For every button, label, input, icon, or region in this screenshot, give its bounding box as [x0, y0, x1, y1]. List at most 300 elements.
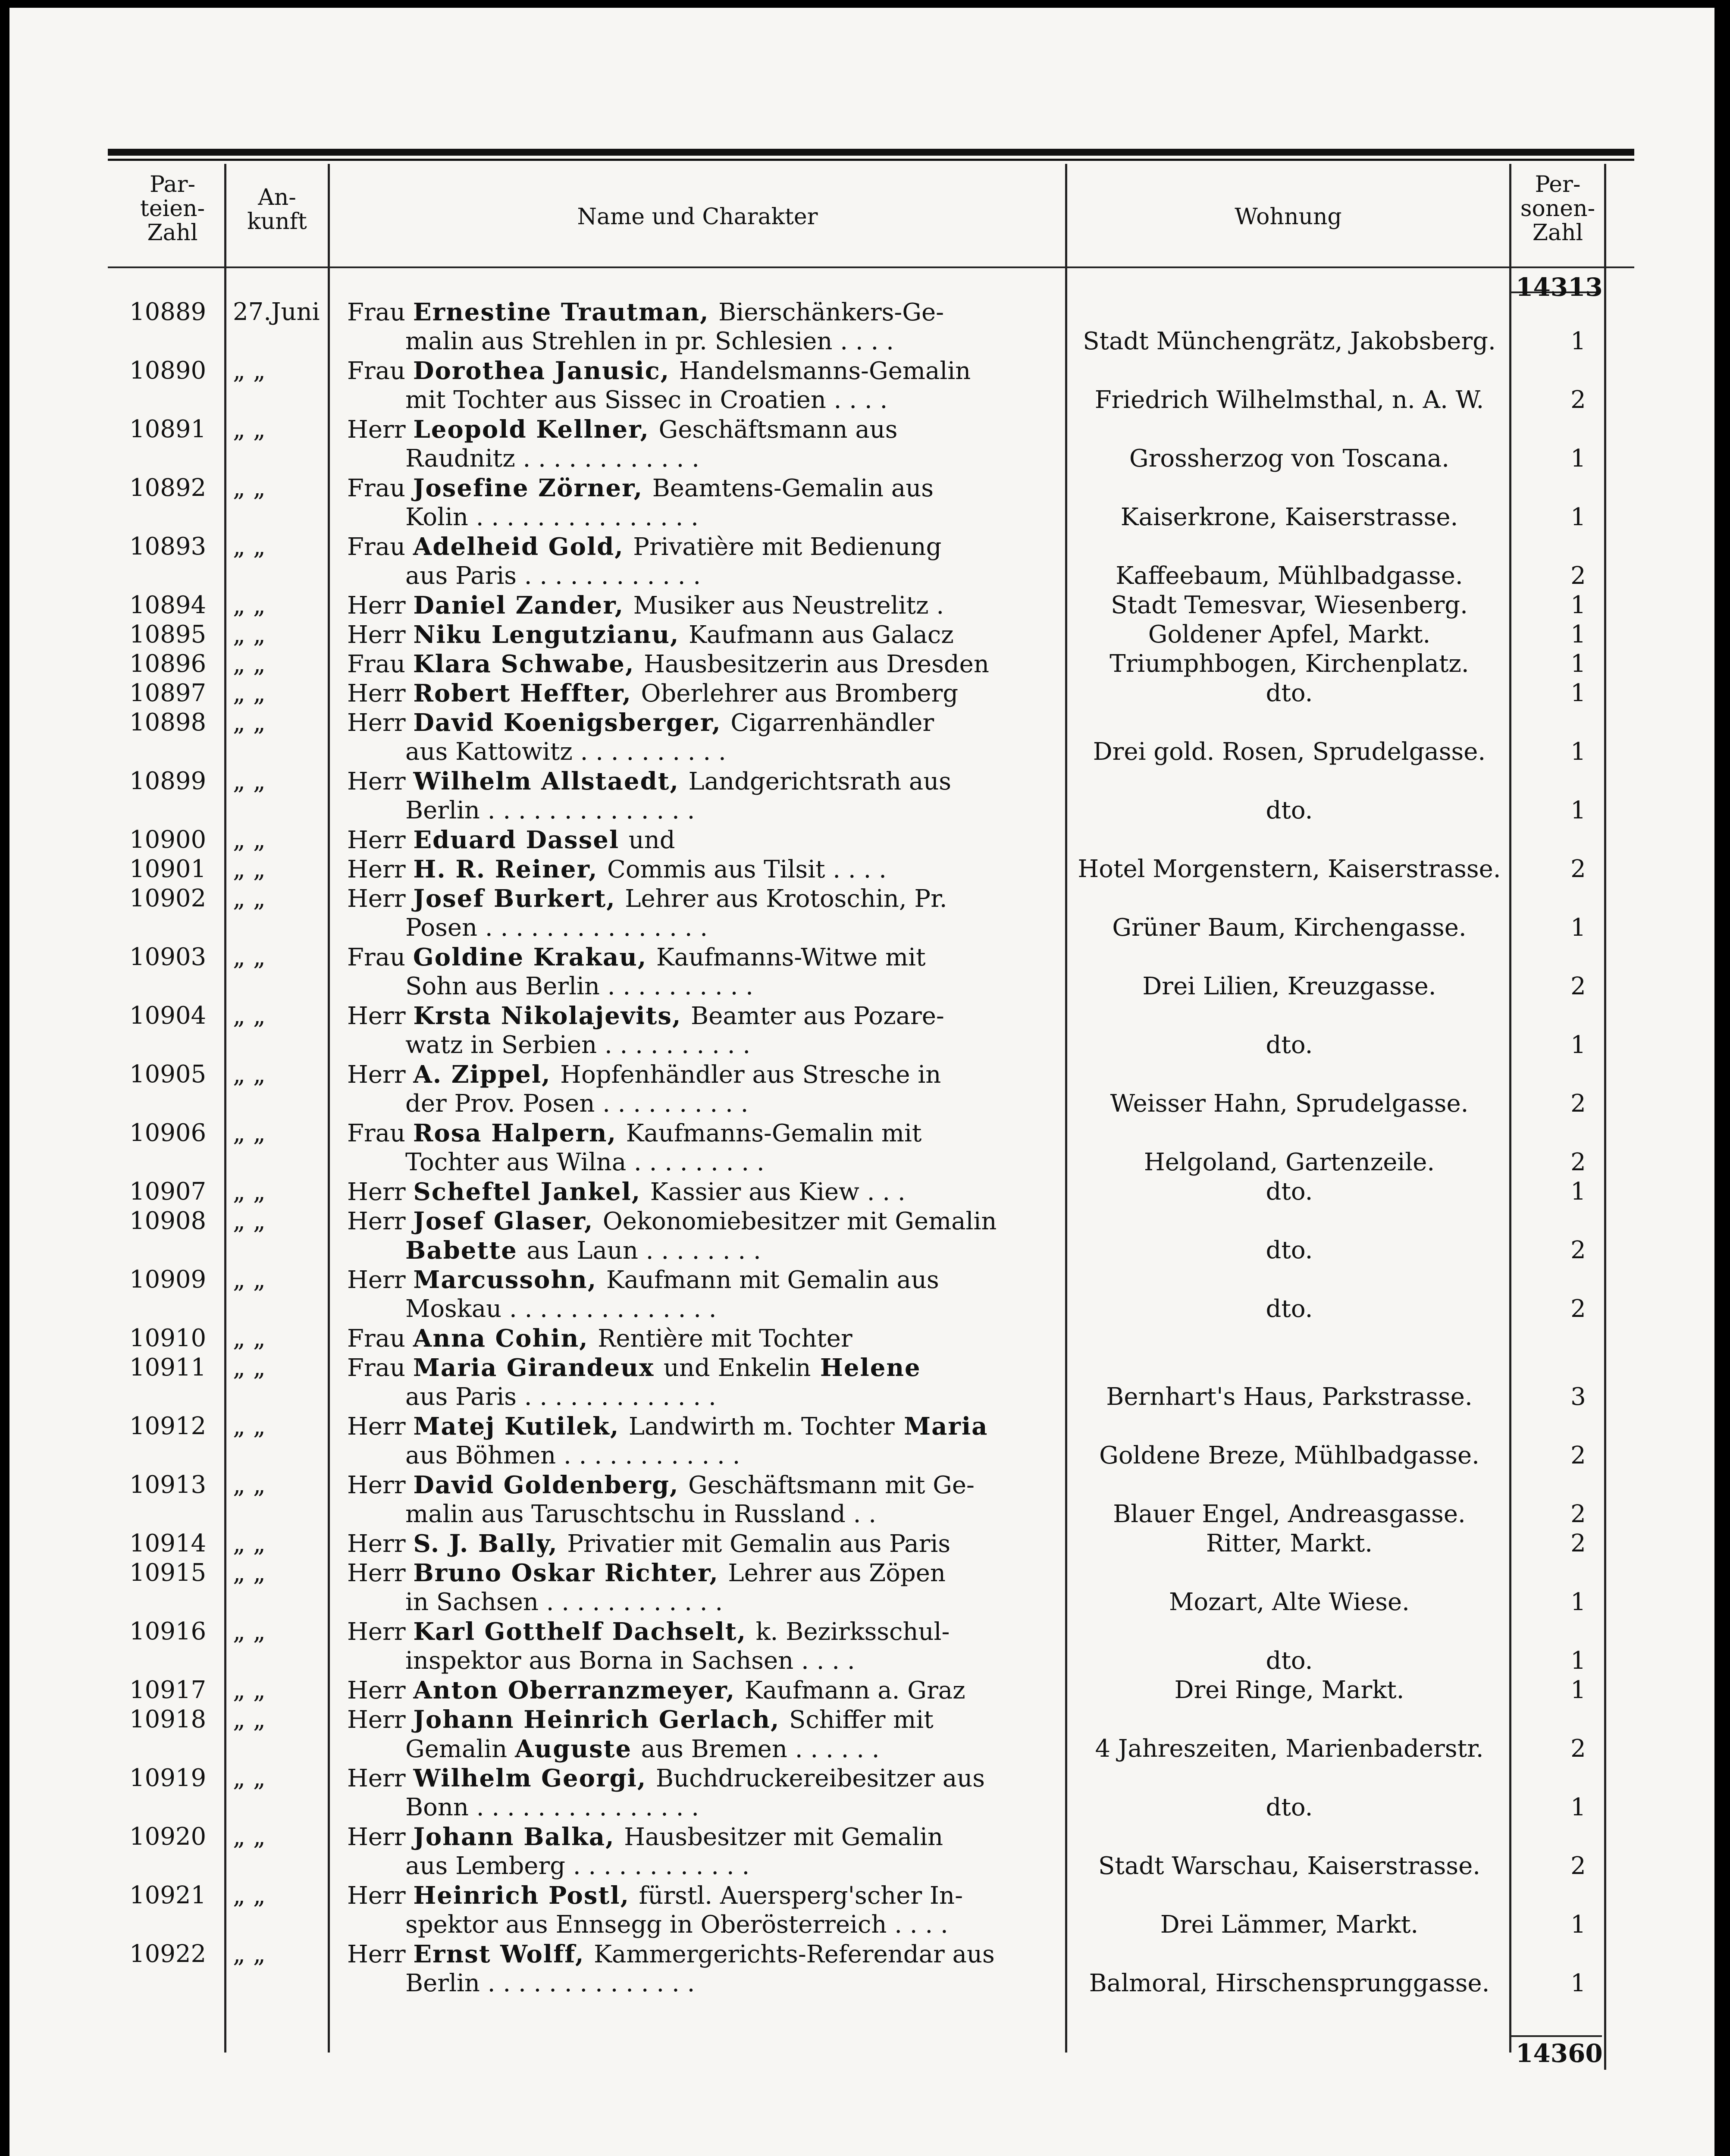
person-count: 2 — [1570, 1852, 1586, 1880]
name-line-1 — [347, 1940, 1054, 1969]
person-count: 1 — [1570, 796, 1586, 824]
entry-number: 10907 — [129, 1178, 207, 1206]
person-count: 2 — [1570, 1529, 1586, 1557]
companion-name: Babette — [405, 1236, 527, 1265]
name-line-2 — [405, 737, 1052, 767]
title-text: Herr — [347, 885, 414, 913]
entry-number: 10921 — [129, 1881, 207, 1909]
continuation-text: aus Bremen . . . . . . — [641, 1735, 880, 1763]
title-text: Frau — [347, 943, 413, 971]
description: Lehrer aus Zöpen — [728, 1559, 946, 1587]
name-line-1 — [347, 679, 1054, 708]
description: Geschäftsmann aus — [658, 416, 898, 444]
arrival-date: „ „ — [233, 415, 266, 443]
entry-number: 10890 — [129, 357, 207, 385]
name-line-1 — [347, 1353, 1054, 1383]
description: Kaufmanns-Gemalin mit — [626, 1119, 922, 1147]
address: Drei Lilien, Kreuzgasse. — [1142, 972, 1436, 1000]
description: Cigarrenhändler — [730, 709, 934, 737]
name-line-1 — [347, 415, 1054, 445]
name-line-2 — [405, 385, 1052, 415]
person-count: 1 — [1570, 738, 1586, 766]
continuation-text: Kolin . . . . . . . . . . . . . . . — [405, 503, 699, 531]
address: 4 Jahreszeiten, Marienbaderstr. — [1095, 1735, 1484, 1763]
description: Landwirth m. Tochter — [628, 1413, 895, 1441]
entry-number: 10908 — [129, 1207, 207, 1235]
continuation-text: aus Paris . . . . . . . . . . . . . — [405, 1383, 716, 1411]
title-text: Herr — [347, 1764, 414, 1792]
arrival-date: „ „ — [233, 1764, 266, 1792]
name-line-1 — [347, 1412, 1054, 1442]
person-name: S. J. Bally, — [413, 1529, 567, 1558]
arrival-date: „ „ — [233, 855, 266, 883]
address: Helgoland, Gartenzeile. — [1144, 1148, 1435, 1176]
person-count: 2 — [1570, 972, 1586, 1000]
address: Drei gold. Rosen, Sprudelgasse. — [1093, 738, 1486, 766]
name-line-2 — [405, 1910, 1052, 1940]
person-name: Ernestine Trautman, — [413, 298, 719, 326]
description: Musiker aus Neustrelitz . — [633, 592, 944, 620]
continuation-text: Berlin . . . . . . . . . . . . . . — [405, 796, 695, 824]
person-name: Matej Kutilek, — [413, 1412, 629, 1441]
description: Kaufmann aus Galacz — [689, 621, 954, 649]
name-line-2 — [405, 561, 1052, 591]
name-line-1 — [347, 591, 1054, 620]
address: dto. — [1266, 1793, 1313, 1821]
name-line-1 — [347, 620, 1054, 650]
name-line-1 — [347, 1676, 1054, 1705]
title-text: Herr — [347, 1559, 414, 1587]
continuation-text: in Sachsen . . . . . . . . . . . . — [405, 1588, 723, 1616]
address: Weisser Hahn, Sprudelgasse. — [1110, 1090, 1469, 1118]
person-count: 1 — [1570, 1793, 1586, 1821]
person-name: Johann Heinrich Gerlach, — [413, 1705, 790, 1734]
person-name: Eduard Dassel — [413, 826, 629, 854]
name-line-1 — [347, 1822, 1054, 1852]
name-line-1 — [347, 1705, 1054, 1735]
description: Kassier aus Kiew . . . — [650, 1178, 906, 1206]
name-line-1 — [347, 1060, 1054, 1090]
description: Beamtens-Gemalin aus — [652, 474, 934, 502]
description: Hausbesitzer mit Gemalin — [624, 1823, 943, 1851]
name-line-1 — [347, 532, 1054, 562]
address: dto. — [1266, 1295, 1313, 1323]
header-persons: Per- sonen- Zahl — [1520, 172, 1595, 246]
person-name: A. Zippel, — [413, 1060, 561, 1089]
person-name: Leopold Kellner, — [413, 415, 659, 444]
person-name: Wilhelm Georgi, — [413, 1764, 656, 1792]
name-line-2 — [405, 1441, 1052, 1470]
title-text: Herr — [347, 1207, 414, 1235]
title-text: Frau — [347, 650, 413, 678]
person-count: 1 — [1570, 1647, 1586, 1675]
address: Triumphbogen, Kirchenplatz. — [1109, 650, 1469, 678]
continuation-text: Berlin . . . . . . . . . . . . . . — [405, 1969, 695, 1997]
description: Commis aus Tilsit . . . . — [607, 856, 887, 884]
person-count: 1 — [1570, 620, 1586, 649]
header-number: Par- teien- Zahl — [140, 172, 205, 246]
continuation-text: aus Laun . . . . . . . . — [527, 1237, 761, 1265]
description: und — [628, 826, 675, 854]
name-line-1 — [347, 1558, 1054, 1588]
name-line-1 — [347, 767, 1054, 796]
person-count: 2 — [1570, 1735, 1586, 1763]
name-line-2 — [405, 503, 1052, 532]
name-line-1 — [347, 943, 1054, 972]
entry-number: 10897 — [129, 679, 207, 707]
description: Beamter aus Pozare- — [690, 1002, 944, 1030]
entry-number: 10892 — [129, 474, 207, 502]
arrival-date: „ „ — [233, 1617, 266, 1645]
name-line-2 — [405, 1089, 1052, 1119]
person-name: Marcussohn, — [413, 1266, 606, 1294]
description: Kammergerichts-Referendar aus — [594, 1940, 995, 1968]
top-rule — [108, 149, 1634, 156]
address: Kaiserkrone, Kaiserstrasse. — [1120, 503, 1458, 531]
arrival-date: „ „ — [233, 708, 266, 736]
entry-number: 10906 — [129, 1119, 207, 1147]
name-line-1 — [347, 1529, 1054, 1559]
title-text: Herr — [347, 1002, 414, 1030]
person-count: 1 — [1570, 1969, 1586, 1997]
person-count: 1 — [1570, 1911, 1586, 1939]
description: Oekonomiebesitzer mit Gemalin — [602, 1207, 997, 1235]
title-text: Herr — [347, 1178, 414, 1206]
name-line-2 — [405, 1382, 1052, 1412]
continuation-text: Gemalin — [405, 1735, 515, 1763]
description: und Enkelin — [663, 1354, 811, 1382]
person-count: 2 — [1570, 1442, 1586, 1470]
entry-number: 10903 — [129, 943, 207, 971]
continuation-text: watz in Serbien . . . . . . . . . . — [405, 1031, 751, 1059]
arrival-date: „ „ — [233, 1119, 266, 1147]
arrival-date: „ „ — [233, 884, 266, 912]
person-count: 2 — [1570, 386, 1586, 414]
title-text: Herr — [347, 1823, 414, 1851]
person-count: 1 — [1570, 1588, 1586, 1616]
description: Schiffer mit — [789, 1706, 934, 1734]
col-divider-1 — [224, 164, 226, 2053]
person-name: Klara Schwabe, — [413, 650, 644, 678]
name-line-1 — [347, 1764, 1054, 1793]
continuation-text: Tochter aus Wilna . . . . . . . . . — [405, 1148, 765, 1176]
address: Hotel Morgenstern, Kaiserstrasse. — [1078, 855, 1501, 883]
arrival-date: „ „ — [233, 1354, 266, 1382]
entry-number: 10917 — [129, 1676, 207, 1704]
arrival-date: „ „ — [233, 1529, 266, 1557]
title-text: Herr — [347, 1413, 414, 1441]
name-line-1 — [347, 473, 1054, 503]
continuation-text: Sohn aus Berlin . . . . . . . . . . — [405, 972, 753, 1000]
arrival-date: „ „ — [233, 1559, 266, 1587]
title-text: Herr — [347, 1530, 414, 1558]
title-text: Frau — [347, 474, 413, 502]
arrival-date: „ „ — [233, 767, 266, 795]
continuation-text: malin aus Strehlen in pr. Schlesien . . . . — [405, 327, 894, 355]
person-name: Josefine Zörner, — [413, 474, 652, 502]
address: Drei Lämmer, Markt. — [1160, 1911, 1419, 1939]
entry-number: 10905 — [129, 1060, 207, 1088]
address: Stadt Münchengrätz, Jakobsberg. — [1083, 327, 1496, 355]
description: fürstl. Auersperg'scher In- — [639, 1882, 963, 1910]
person-name: Niku Lengutzianu, — [413, 620, 689, 649]
description: Oberlehrer aus Bromberg — [641, 680, 959, 708]
address: Mozart, Alte Wiese. — [1169, 1588, 1410, 1616]
name-line-2 — [405, 1148, 1052, 1177]
person-name: Anton Oberranzmeyer, — [413, 1676, 745, 1705]
entry-number: 10912 — [129, 1412, 207, 1440]
person-name: Scheftel Jankel, — [413, 1178, 650, 1206]
person-count: 2 — [1570, 1295, 1586, 1323]
continuation-text: mit Tochter aus Sissec in Croatien . . . . — [405, 386, 888, 414]
name-line-1 — [347, 1265, 1054, 1295]
arrival-date: „ „ — [233, 533, 266, 561]
person-name: Daniel Zander, — [413, 591, 633, 620]
person-name: Johann Balka, — [413, 1823, 624, 1851]
title-text: Herr — [347, 680, 414, 708]
person-count: 1 — [1570, 1031, 1586, 1059]
entry-number: 10909 — [129, 1266, 207, 1294]
title-text: Frau — [347, 298, 413, 326]
address: dto. — [1266, 1647, 1313, 1675]
entry-number: 10922 — [129, 1940, 207, 1968]
header-arrival: An- kunft — [247, 185, 307, 235]
entry-number: 10899 — [129, 767, 207, 795]
col-divider-4 — [1509, 164, 1511, 2053]
address: Ritter, Markt. — [1206, 1529, 1373, 1557]
name-line-1 — [347, 1177, 1054, 1207]
description: Lehrer aus Krotoschin, Pr. — [625, 885, 947, 913]
entry-number: 10891 — [129, 415, 207, 443]
name-line-2 — [405, 1236, 1052, 1266]
arrival-date: „ „ — [233, 943, 266, 971]
name-line-1 — [347, 855, 1054, 884]
continuation-text: Bonn . . . . . . . . . . . . . . . — [405, 1793, 699, 1821]
person-count: 1 — [1570, 679, 1586, 707]
person-name: Josef Glaser, — [413, 1207, 603, 1235]
name-line-1 — [347, 825, 1054, 855]
entry-number: 10913 — [129, 1471, 207, 1499]
entry-number: 10893 — [129, 533, 207, 561]
person-count: 1 — [1570, 650, 1586, 678]
person-name: David Koenigsberger, — [413, 708, 731, 737]
entry-number: 10920 — [129, 1823, 207, 1851]
address: dto. — [1266, 1236, 1313, 1264]
address: Blauer Engel, Andreasgasse. — [1113, 1500, 1466, 1528]
title-text: Herr — [347, 768, 414, 796]
name-line-1 — [347, 649, 1054, 679]
person-name: Maria Girandeux — [413, 1354, 664, 1382]
name-line-1 — [347, 1470, 1054, 1500]
arrival-date: „ „ — [233, 1705, 266, 1733]
continuation-text: aus Lemberg . . . . . . . . . . . . — [405, 1852, 750, 1880]
description: Kaufmanns-Witwe mit — [656, 943, 926, 971]
person-name: Karl Gotthelf Dachselt, — [413, 1617, 756, 1646]
address: Goldener Apfel, Markt. — [1148, 620, 1431, 649]
address: Grüner Baum, Kirchengasse. — [1112, 914, 1467, 942]
person-name: David Goldenberg, — [413, 1471, 689, 1499]
description: Hausbesitzerin aus Dresden — [643, 650, 989, 678]
address: Grossherzog von Toscana. — [1129, 445, 1450, 473]
header-name: Name und Charakter — [577, 204, 818, 230]
continuation-text: aus Kattowitz . . . . . . . . . . — [405, 738, 726, 766]
arrival-date: „ „ — [233, 679, 266, 707]
name-line-1 — [347, 1206, 1054, 1236]
name-line-1 — [347, 708, 1054, 738]
person-count: 2 — [1570, 1236, 1586, 1264]
title-text: Herr — [347, 709, 414, 737]
arrival-date: „ „ — [233, 1207, 266, 1235]
continuation-text: aus Böhmen . . . . . . . . . . . . — [405, 1442, 740, 1470]
arrival-date: „ „ — [233, 1178, 266, 1206]
person-count: 2 — [1570, 1148, 1586, 1176]
second-person-name: Maria — [894, 1412, 988, 1441]
name-line-2 — [405, 796, 1052, 825]
person-count: 1 — [1570, 503, 1586, 531]
title-text: Herr — [347, 856, 414, 884]
title-text: Herr — [347, 1061, 414, 1089]
name-line-1 — [347, 884, 1054, 914]
address: Friedrich Wilhelmsthal, n. A. W. — [1094, 386, 1484, 414]
arrival-date: „ „ — [233, 620, 266, 649]
person-count: 1 — [1570, 1676, 1586, 1704]
address: Bernhart's Haus, Parkstrasse. — [1106, 1383, 1473, 1411]
carry-over-total: 14313 — [1516, 273, 1603, 302]
entry-number: 10904 — [129, 1002, 207, 1030]
person-count: 2 — [1570, 562, 1586, 590]
person-name: Rosa Halpern, — [413, 1119, 626, 1147]
description: Handelsmanns-Gemalin — [679, 357, 971, 385]
name-line-2 — [405, 1588, 1052, 1617]
person-name: Goldine Krakau, — [413, 943, 656, 971]
person-name: Bruno Oskar Richter, — [413, 1559, 728, 1587]
continuation-text: Posen . . . . . . . . . . . . . . . — [405, 914, 708, 942]
name-line-2 — [405, 913, 1052, 943]
title-text: Herr — [347, 621, 414, 649]
arrival-date: „ „ — [233, 357, 266, 385]
continuation-text: spektor aus Ennsegg in Oberösterreich . . . . — [405, 1911, 948, 1939]
arrival-date: „ „ — [233, 650, 266, 678]
person-count: 2 — [1570, 1090, 1586, 1118]
name-line-2 — [405, 1294, 1052, 1324]
title-text: Herr — [347, 826, 414, 854]
entry-number: 10894 — [129, 591, 207, 619]
description: Geschäftsmann mit Ge- — [688, 1471, 975, 1499]
title-text: Herr — [347, 1677, 414, 1705]
second-person-name: Helene — [811, 1354, 921, 1382]
address: dto. — [1266, 1031, 1313, 1059]
person-name: Wilhelm Allstaedt, — [413, 767, 689, 796]
title-text: Frau — [347, 1354, 413, 1382]
person-count: 1 — [1570, 445, 1586, 473]
description: Landgerichtsrath aus — [688, 768, 952, 796]
person-name: Adelheid Gold, — [413, 533, 633, 561]
title-text: Herr — [347, 1940, 414, 1968]
name-line-2 — [405, 327, 1052, 356]
description: Kaufmann a. Graz — [744, 1677, 965, 1705]
name-line-2 — [405, 972, 1052, 1001]
name-line-2 — [405, 1500, 1052, 1529]
name-line-1 — [347, 1001, 1054, 1031]
entry-number: 10915 — [129, 1559, 207, 1587]
arrival-date: „ „ — [233, 1471, 266, 1499]
arrival-date: „ „ — [233, 1676, 266, 1704]
address: Drei Ringe, Markt. — [1174, 1676, 1404, 1704]
description: Privatière mit Bedienung — [633, 533, 942, 561]
entry-number: 10918 — [129, 1705, 207, 1733]
description: Buchdruckereibesitzer aus — [655, 1764, 985, 1792]
name-line-1 — [347, 1119, 1054, 1148]
continuation-text: Raudnitz . . . . . . . . . . . . — [405, 445, 699, 473]
person-count: 2 — [1570, 855, 1586, 883]
entry-number: 10900 — [129, 826, 207, 854]
title-text: Herr — [347, 1618, 414, 1646]
address: dto. — [1266, 679, 1313, 707]
person-count: 3 — [1570, 1383, 1586, 1411]
person-name: H. R. Reiner, — [413, 855, 607, 884]
entry-number: 10916 — [129, 1617, 207, 1645]
sum-total: 14360 — [1516, 2039, 1603, 2068]
person-name: Ernst Wolff, — [413, 1940, 594, 1968]
companion-name: Auguste — [515, 1735, 641, 1763]
header-bottom-rule — [108, 266, 1634, 268]
entry-number: 10902 — [129, 884, 207, 912]
description: Privatier mit Gemalin aus Paris — [567, 1530, 951, 1558]
name-line-2 — [405, 1646, 1052, 1676]
entry-number: 10895 — [129, 620, 207, 649]
arrival-date: „ „ — [233, 474, 266, 502]
title-text: Herr — [347, 1471, 414, 1499]
col-divider-3 — [1065, 164, 1067, 2053]
continuation-text: malin aus Taruschtschu in Russland . . — [405, 1500, 876, 1528]
name-line-2 — [405, 1734, 1052, 1764]
top-rule-thin — [108, 159, 1634, 161]
name-line-2 — [405, 1969, 1052, 1998]
address: dto. — [1266, 796, 1313, 824]
person-count: 1 — [1570, 327, 1586, 355]
name-line-2 — [405, 444, 1052, 473]
description: Kaufmann mit Gemalin aus — [606, 1266, 939, 1294]
address: Goldene Breze, Mühlbadgasse. — [1099, 1442, 1479, 1470]
entry-number: 10896 — [129, 650, 207, 678]
arrival-date: „ „ — [233, 1324, 266, 1352]
continuation-text: Moskau . . . . . . . . . . . . . . — [405, 1295, 717, 1323]
address: Kaffeebaum, Mühlbadgasse. — [1116, 562, 1463, 590]
entry-number: 10889 — [129, 298, 207, 326]
person-name: Robert Heffter, — [413, 679, 641, 708]
description: Hopfenhändler aus Stresche in — [560, 1061, 941, 1089]
person-name: Dorothea Janusic, — [413, 357, 679, 385]
description: Bierschänkers-Ge- — [718, 298, 944, 326]
arrival-date: „ „ — [233, 1412, 266, 1440]
title-text: Frau — [347, 1325, 413, 1353]
entry-number: 10910 — [129, 1324, 207, 1352]
entry-number: 10911 — [129, 1354, 207, 1382]
title-text: Frau — [347, 533, 413, 561]
entry-number: 10919 — [129, 1764, 207, 1792]
header-address: Wohnung — [1235, 204, 1342, 230]
title-text: Herr — [347, 1706, 414, 1734]
person-count: 2 — [1570, 1500, 1586, 1528]
person-count: 1 — [1570, 914, 1586, 942]
arrival-date: „ „ — [233, 1002, 266, 1030]
arrival-date: „ „ — [233, 826, 266, 854]
continuation-text: aus Paris . . . . . . . . . . . . — [405, 562, 701, 590]
name-line-1 — [347, 356, 1054, 386]
arrival-date: „ „ — [233, 1940, 266, 1968]
arrival-date: 27.Juni — [233, 298, 320, 326]
title-text: Frau — [347, 1119, 413, 1147]
